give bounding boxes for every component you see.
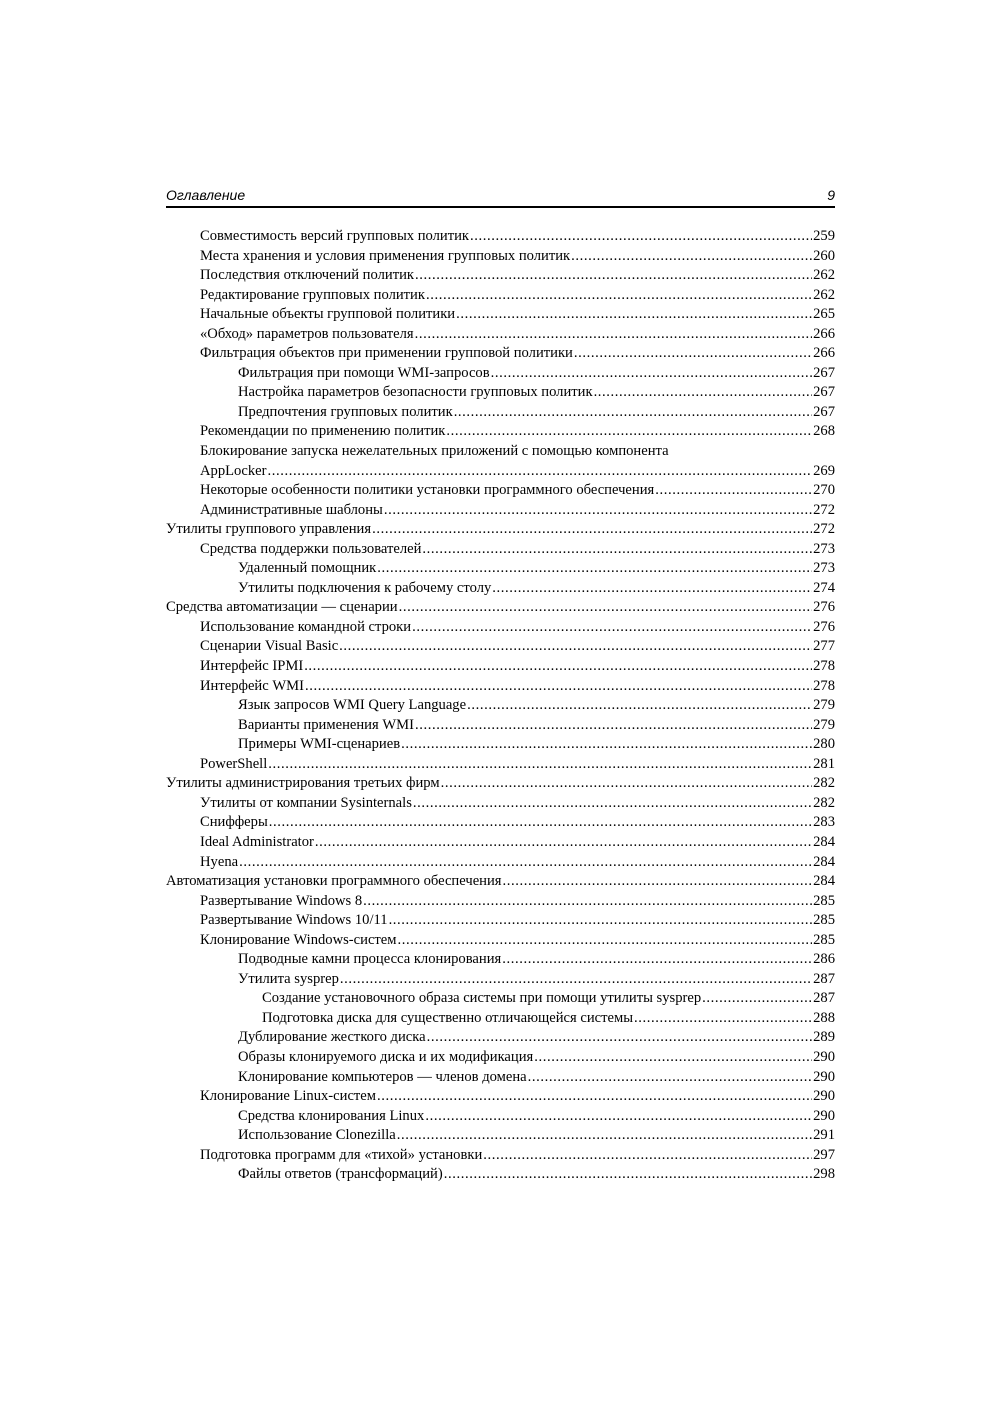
toc-leader-dots bbox=[502, 950, 812, 970]
toc-leader-dots bbox=[492, 579, 812, 599]
toc-leader-dots bbox=[401, 735, 812, 755]
toc-entry-title: Удаленный помощник bbox=[238, 560, 377, 577]
toc-entry bbox=[166, 520, 835, 540]
toc-entry-title: Сценарии Visual Basic bbox=[200, 638, 339, 655]
toc-leader-dots bbox=[427, 1028, 813, 1048]
toc-entry-page: 288 bbox=[813, 1009, 835, 1026]
header-title: Оглавление bbox=[166, 187, 246, 203]
toc-leader-dots bbox=[528, 1068, 812, 1088]
toc-entry bbox=[166, 579, 835, 599]
toc-entry-title: Фильтрация при помощи WMI-запросов bbox=[238, 364, 490, 381]
toc-leader-dots bbox=[315, 833, 812, 853]
toc-entry-page: 285 bbox=[813, 892, 835, 909]
toc-entry-page: 273 bbox=[813, 560, 835, 577]
header-page-number: 9 bbox=[827, 187, 835, 203]
toc-entry-page: 290 bbox=[813, 1048, 835, 1065]
toc-entry-title: «Обход» параметров пользователя bbox=[200, 325, 414, 342]
toc-entry-title: Снифферы bbox=[200, 814, 268, 831]
toc-entry bbox=[166, 325, 835, 345]
toc-leader-dots bbox=[384, 501, 812, 521]
toc-leader-dots bbox=[425, 1107, 812, 1127]
toc-entry-page: 284 bbox=[813, 853, 835, 870]
toc-entry-title: Места хранения и условия применения групповых политик bbox=[200, 247, 571, 264]
toc-leader-dots bbox=[389, 911, 813, 931]
toc-entry bbox=[166, 755, 835, 775]
toc-entry bbox=[166, 501, 835, 521]
toc-entry bbox=[166, 853, 835, 873]
toc-entry-title: Варианты применения WMI bbox=[238, 716, 414, 733]
toc-entry-title: Блокирование запуска нежелательных приложений с помощью компонента bbox=[200, 443, 669, 460]
toc-entry bbox=[166, 1126, 835, 1146]
toc-entry-page: 266 bbox=[813, 325, 835, 342]
toc-entry-page: 276 bbox=[813, 599, 835, 616]
toc-entry-page: 297 bbox=[813, 1146, 835, 1163]
toc-entry-page: 262 bbox=[813, 286, 835, 303]
toc-entry-title: Подводные камни процесса клонирования bbox=[238, 951, 502, 968]
toc-entry bbox=[166, 462, 835, 482]
toc-entry-page: 286 bbox=[813, 951, 835, 968]
toc-entry-page: 287 bbox=[813, 990, 835, 1007]
toc-entry bbox=[166, 716, 835, 736]
toc-leader-dots bbox=[702, 989, 812, 1009]
toc-entry-page: 262 bbox=[813, 267, 835, 284]
toc-entry bbox=[166, 266, 835, 286]
toc-leader-dots bbox=[491, 364, 813, 384]
toc-entry bbox=[166, 813, 835, 833]
toc-entry-page: 274 bbox=[813, 579, 835, 596]
toc-entry-page: 284 bbox=[813, 833, 835, 850]
toc-entry-title: Начальные объекты групповой политики bbox=[200, 306, 456, 323]
toc-entry-title: Развертывание Windows 8 bbox=[200, 892, 363, 909]
toc-leader-dots bbox=[456, 305, 812, 325]
toc-entry-title: Язык запросов WMI Query Language bbox=[238, 697, 467, 714]
toc-entry-title: Утилиты администрирования третьих фирм bbox=[166, 775, 440, 792]
toc-entry-page: 279 bbox=[813, 697, 835, 714]
toc-entry-title: Средства поддержки пользователей bbox=[200, 540, 422, 557]
toc-entry-title: PowerShell bbox=[200, 755, 268, 772]
toc-entry bbox=[166, 540, 835, 560]
toc-leader-dots bbox=[467, 696, 812, 716]
toc-entry-page: 268 bbox=[813, 423, 835, 440]
toc-entry-page: 289 bbox=[813, 1029, 835, 1046]
toc-entry-title: Клонирование Windows-систем bbox=[200, 931, 397, 948]
toc-leader-dots bbox=[269, 813, 812, 833]
toc-entry-page: 272 bbox=[813, 501, 835, 518]
toc-entry-page: 267 bbox=[813, 403, 835, 420]
toc-entry bbox=[166, 872, 835, 892]
toc-entry bbox=[166, 1068, 835, 1088]
toc-entry bbox=[166, 559, 835, 579]
toc-leader-dots bbox=[441, 774, 813, 794]
toc-leader-dots bbox=[412, 618, 812, 638]
toc-entry-page: 282 bbox=[813, 775, 835, 792]
toc-leader-dots bbox=[634, 1009, 812, 1029]
toc-entry bbox=[166, 1107, 835, 1127]
toc-leader-dots bbox=[415, 325, 812, 345]
toc-entry bbox=[166, 305, 835, 325]
toc-leader-dots bbox=[594, 383, 813, 403]
toc-leader-dots bbox=[372, 520, 812, 540]
toc-entry bbox=[166, 696, 835, 716]
toc-entry-page: 290 bbox=[813, 1088, 835, 1105]
toc-leader-dots bbox=[397, 1126, 812, 1146]
toc-entry bbox=[166, 833, 835, 853]
toc-entry-page: 282 bbox=[813, 794, 835, 811]
toc-entry bbox=[166, 1009, 835, 1029]
document-page bbox=[166, 186, 835, 1183]
table-of-contents bbox=[166, 227, 835, 1185]
toc-entry-page: 278 bbox=[813, 658, 835, 675]
toc-entry-page: 277 bbox=[813, 638, 835, 655]
toc-entry bbox=[166, 911, 835, 931]
toc-entry bbox=[166, 637, 835, 657]
toc-entry-title: Административные шаблоны bbox=[200, 501, 383, 518]
toc-entry bbox=[166, 735, 835, 755]
toc-entry bbox=[166, 422, 835, 442]
toc-entry-page: 281 bbox=[813, 755, 835, 772]
toc-leader-dots bbox=[483, 1146, 812, 1166]
toc-entry-title: Последствия отключений политик bbox=[200, 267, 414, 284]
toc-leader-dots bbox=[534, 1048, 812, 1068]
toc-leader-dots bbox=[305, 677, 812, 697]
toc-entry-page: 290 bbox=[813, 1107, 835, 1124]
toc-entry bbox=[166, 1165, 835, 1185]
toc-leader-dots bbox=[413, 794, 812, 814]
toc-leader-dots bbox=[415, 266, 812, 286]
toc-leader-dots bbox=[304, 657, 812, 677]
toc-leader-dots bbox=[655, 481, 812, 501]
toc-entry-page: 272 bbox=[813, 521, 835, 538]
toc-entry bbox=[166, 286, 835, 306]
toc-entry-page: 260 bbox=[813, 247, 835, 264]
toc-entry-page: 279 bbox=[813, 716, 835, 733]
toc-entry-page: 290 bbox=[813, 1068, 835, 1085]
toc-entry bbox=[166, 1146, 835, 1166]
toc-entry bbox=[166, 970, 835, 990]
toc-entry-page: 291 bbox=[813, 1127, 835, 1144]
toc-entry bbox=[166, 344, 835, 364]
toc-entry-title: Автоматизация установки программного обеспечения bbox=[166, 873, 502, 890]
toc-entry-title: Дублирование жесткого диска bbox=[238, 1029, 426, 1046]
toc-entry bbox=[166, 677, 835, 697]
toc-entry-title: Использование Clonezilla bbox=[238, 1127, 396, 1144]
toc-entry-title: Фильтрация объектов при применении групповой политики bbox=[200, 345, 573, 362]
toc-leader-dots bbox=[377, 1087, 812, 1107]
toc-entry-title: Примеры WMI-сценариев bbox=[238, 736, 401, 753]
toc-entry bbox=[166, 1087, 835, 1107]
toc-entry-title: Использование командной строки bbox=[200, 618, 412, 635]
toc-entry bbox=[166, 657, 835, 677]
toc-leader-dots bbox=[444, 1165, 812, 1185]
toc-entry bbox=[166, 989, 835, 1009]
running-header bbox=[166, 186, 835, 208]
toc-entry-title: Развертывание Windows 10/11 bbox=[200, 912, 388, 929]
toc-entry-page: 284 bbox=[813, 873, 835, 890]
toc-entry-title: Совместимость версий групповых политик bbox=[200, 228, 470, 244]
toc-leader-dots bbox=[470, 227, 812, 247]
toc-entry-title: Средства клонирования Linux bbox=[238, 1107, 425, 1124]
toc-leader-dots bbox=[574, 344, 812, 364]
toc-entry-title: Клонирование Linux-систем bbox=[200, 1088, 377, 1105]
toc-entry-title: Утилиты подключения к рабочему столу bbox=[238, 579, 492, 596]
toc-entry bbox=[166, 481, 835, 501]
toc-entry-title: Интерфейс WMI bbox=[200, 677, 304, 694]
toc-entry-page: 283 bbox=[813, 814, 835, 831]
toc-entry-title: Клонирование компьютеров — членов домена bbox=[238, 1068, 527, 1085]
toc-entry-page: 270 bbox=[813, 482, 835, 499]
toc-entry bbox=[166, 774, 835, 794]
toc-leader-dots bbox=[268, 755, 812, 775]
toc-entry-page: 287 bbox=[813, 970, 835, 987]
toc-entry bbox=[166, 247, 835, 267]
toc-leader-dots bbox=[446, 422, 812, 442]
toc-entry bbox=[166, 1028, 835, 1048]
toc-entry bbox=[166, 950, 835, 970]
toc-entry-page: 269 bbox=[813, 462, 835, 479]
toc-leader-dots bbox=[415, 716, 812, 736]
toc-entry-page: 278 bbox=[813, 677, 835, 694]
toc-entry-title: Настройка параметров безопасности групповых политик bbox=[238, 384, 593, 401]
toc-entry-title: Подготовка диска для существенно отличающейся системы bbox=[262, 1009, 634, 1026]
toc-leader-dots bbox=[267, 462, 812, 482]
toc-leader-dots bbox=[398, 931, 813, 951]
toc-entry-title: Hyena bbox=[200, 853, 239, 870]
toc-leader-dots bbox=[340, 970, 812, 990]
toc-entry bbox=[166, 598, 835, 618]
toc-entry-title: Средства автоматизации — сценарии bbox=[166, 599, 398, 616]
toc-entry-title: Предпочтения групповых политик bbox=[238, 403, 453, 420]
toc-leader-dots bbox=[571, 247, 812, 267]
toc-entry-page: 285 bbox=[813, 912, 835, 929]
toc-entry-title: Образы клонируемого диска и их модификация bbox=[238, 1048, 534, 1065]
toc-entry bbox=[166, 442, 835, 462]
toc-entry bbox=[166, 403, 835, 423]
toc-entry bbox=[166, 1048, 835, 1068]
toc-leader-dots bbox=[503, 872, 813, 892]
toc-entry-title: Подготовка программ для «тихой» установки bbox=[200, 1146, 483, 1163]
toc-entry-title: Файлы ответов (трансформаций) bbox=[238, 1166, 443, 1183]
toc-entry bbox=[166, 383, 835, 403]
toc-entry-title: Создание установочного образа системы при помощи утилиты sysprep bbox=[262, 990, 702, 1007]
toc-leader-dots bbox=[377, 559, 812, 579]
toc-entry-title: Утилита sysprep bbox=[238, 970, 339, 987]
toc-entry-page: 285 bbox=[813, 931, 835, 948]
toc-entry-page: 276 bbox=[813, 618, 835, 635]
toc-leader-dots bbox=[363, 892, 812, 912]
toc-entry-title: Некоторые особенности политики установки программного обеспечения bbox=[200, 482, 655, 499]
toc-leader-dots bbox=[239, 853, 812, 873]
toc-entry-page: 267 bbox=[813, 364, 835, 381]
toc-entry-title: Утилиты от компании Sysinternals bbox=[200, 794, 412, 811]
toc-entry-page: 266 bbox=[813, 345, 835, 362]
toc-entry-page: 267 bbox=[813, 384, 835, 401]
toc-leader-dots bbox=[339, 637, 812, 657]
toc-entry-title: Утилиты группового управления bbox=[166, 521, 372, 538]
toc-entry bbox=[166, 892, 835, 912]
toc-leader-dots bbox=[454, 403, 812, 423]
toc-entry bbox=[166, 794, 835, 814]
toc-entry-page: 273 bbox=[813, 540, 835, 557]
toc-entry-title: Редактирование групповых политик bbox=[200, 286, 425, 303]
toc-leader-dots bbox=[422, 540, 812, 560]
toc-entry-page: 265 bbox=[813, 306, 835, 323]
toc-leader-dots bbox=[426, 286, 812, 306]
toc-entry-title: Интерфейс IPMI bbox=[200, 658, 304, 675]
toc-entry-page: 259 bbox=[813, 228, 835, 244]
toc-entry-title: Ideal Administrator bbox=[200, 833, 314, 850]
toc-entry-title: AppLocker bbox=[200, 462, 267, 479]
toc-leader-dots bbox=[399, 598, 813, 618]
toc-entry bbox=[166, 618, 835, 638]
toc-entry bbox=[166, 364, 835, 384]
toc-entry-title: Рекомендации по применению политик bbox=[200, 423, 446, 440]
toc-entry bbox=[166, 931, 835, 951]
toc-entry-page: 298 bbox=[813, 1166, 835, 1183]
toc-entry-page: 280 bbox=[813, 736, 835, 753]
toc-entry bbox=[166, 227, 835, 247]
